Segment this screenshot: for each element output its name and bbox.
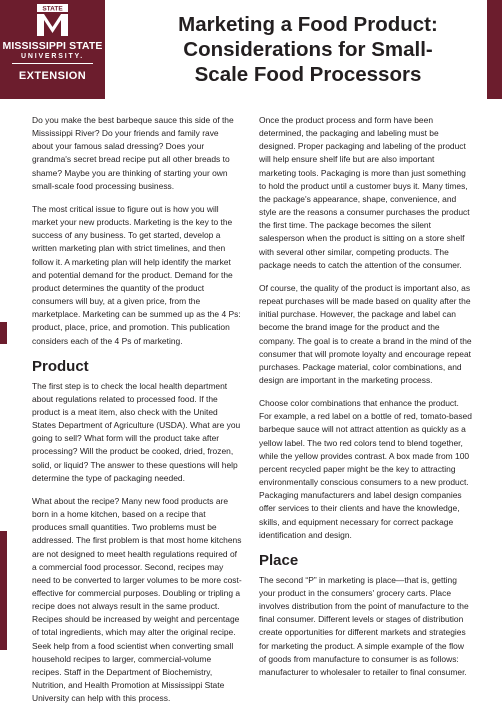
msu-logo-mark-icon (0, 0, 105, 40)
logo-extension: EXTENSION (18, 70, 87, 82)
logo-university-suffix: UNIVERSITY. (21, 53, 84, 60)
packaging-paragraph: Once the product process and form have been determined, the packaging and labeling must be designed. Proper packaging and labeling of the product will help ensure shelf life but are also important marketing tools. Packaging is more than just something to hold the product until a customer buys it. Many times, the package's appearance, shape, convenience, and style are the reasons a consumer purchases the product the first time. The package becomes the silent salesperson when the product is sitting on a store shelf with several other similar, competing products. The package needs to catch the attention of the consumer. (259, 115, 470, 270)
title-line-2: Considerations for Small- (183, 38, 433, 61)
msu-extension-logo (0, 0, 105, 99)
marketing-paragraph: The most critical issue to figure out is how you will market your new products. Marketing is the key to the success of any business. To get started, develop a written marketing plan with strict timelines, and then follow it. A marketing plan will help identify the market and potential demand for the product. Demand for the product determines the quantity of the product consumers will buy, at a given price, from the marketplace. Marketing can be summed up as the 4 Ps: product, place, price, and promotion. This publication considers each of the 4 Ps of marketing. (32, 203, 241, 346)
quality-paragraph: Of course, the quality of the product is important also, as repeat purchases will be made based on quality after the initial purchase. However, the package and label can become the brand image for the product and the company. The goal is to create a brand in the mind of the consumer that will promote loyalty and encourage repeat purchases. Package material, color combinations, and design are important in the marketing process. (259, 282, 472, 385)
color-paragraph: Choose color combinations that enhance the product. For example, a red label on a bottle of red, tomato-based barbeque sauce will not attract attention as quickly as a yellow label. The two red colors tend to blend together, while the yellow provides contrast. A box made from 100 percent recycled paper might be the key to attracting environmentally conscious consumers to a new product. Packaging manufacturers and label design companies offer services to their clients and have the knowledge, skills, and equipment necessary for correct package identification and design. (259, 398, 472, 540)
svg-text:STATE: STATE (42, 5, 63, 13)
left-column (32, 114, 242, 715)
left-margin-accent (0, 531, 7, 650)
header-right-accent (487, 0, 502, 99)
place-paragraph: The second “P” in marketing is place—that is, getting your product in the consumers' grocery carts. Place involves distribution from the point of manufacture to the final consumer. Different levels or stages of distribution create opportunities for different markets and strategies for marketing the product. A simple example of the flow of goods from manufacture to consumer is as follows: manufacturer to wholesaler to retailer to final consumer. (259, 574, 469, 677)
product-paragraph-1: The first step is to check the local health department about regulations related to processed food. If the product is a meat item, also check with the United States Department of Agriculture (USDA). What are you going to sell? What form will the product take after processing? Will the product be cooked, dried, frozen, solid, or liquid? The answer to these questions will help determine the type of packaging needed. (32, 380, 241, 483)
product-paragraph-2: What about the recipe? Many new food products are born in a home kitchen, based on a recipe that produces small quantities. Two problems must be addressed. The first problem is that most home kitchens are not designed to meet health regulations required of a commercial food processor. Second, recipes may need to be converted to larger volumes to be more cost-effective for commercial purposes. Doubling or tripling a recipe does not always result in the same product. Recipes should be increased by weight and percentage of total ingredients, which may alter the original recipe. Seek help from a food scientist when converting small household recipes to larger, commercial-volume recipes. Staff in the Department of Biochemistry, Nutrition, and Health Promotion at Mississippi State University can help with this process. (32, 495, 242, 704)
document-title (158, 12, 458, 87)
title-line-1: Marketing a Food Product: (178, 13, 438, 36)
place-heading: Place (259, 551, 299, 569)
intro-paragraph: Do you make the best barbeque sauce this side of the Mississippi River? Do your friends and family rave about your famous salad dressing? Does your grandma's secret bread recipe put all other breads to shame? Maybe you are thinking of starting your own small-scale food processing business. (32, 115, 234, 191)
product-section-accent (0, 322, 7, 344)
logo-divider (12, 63, 93, 64)
logo-university-name: MISSISSIPPI STATE (2, 40, 103, 52)
right-column (259, 114, 473, 689)
product-heading: Product (32, 357, 89, 375)
title-line-3: Scale Food Processors (194, 63, 422, 86)
